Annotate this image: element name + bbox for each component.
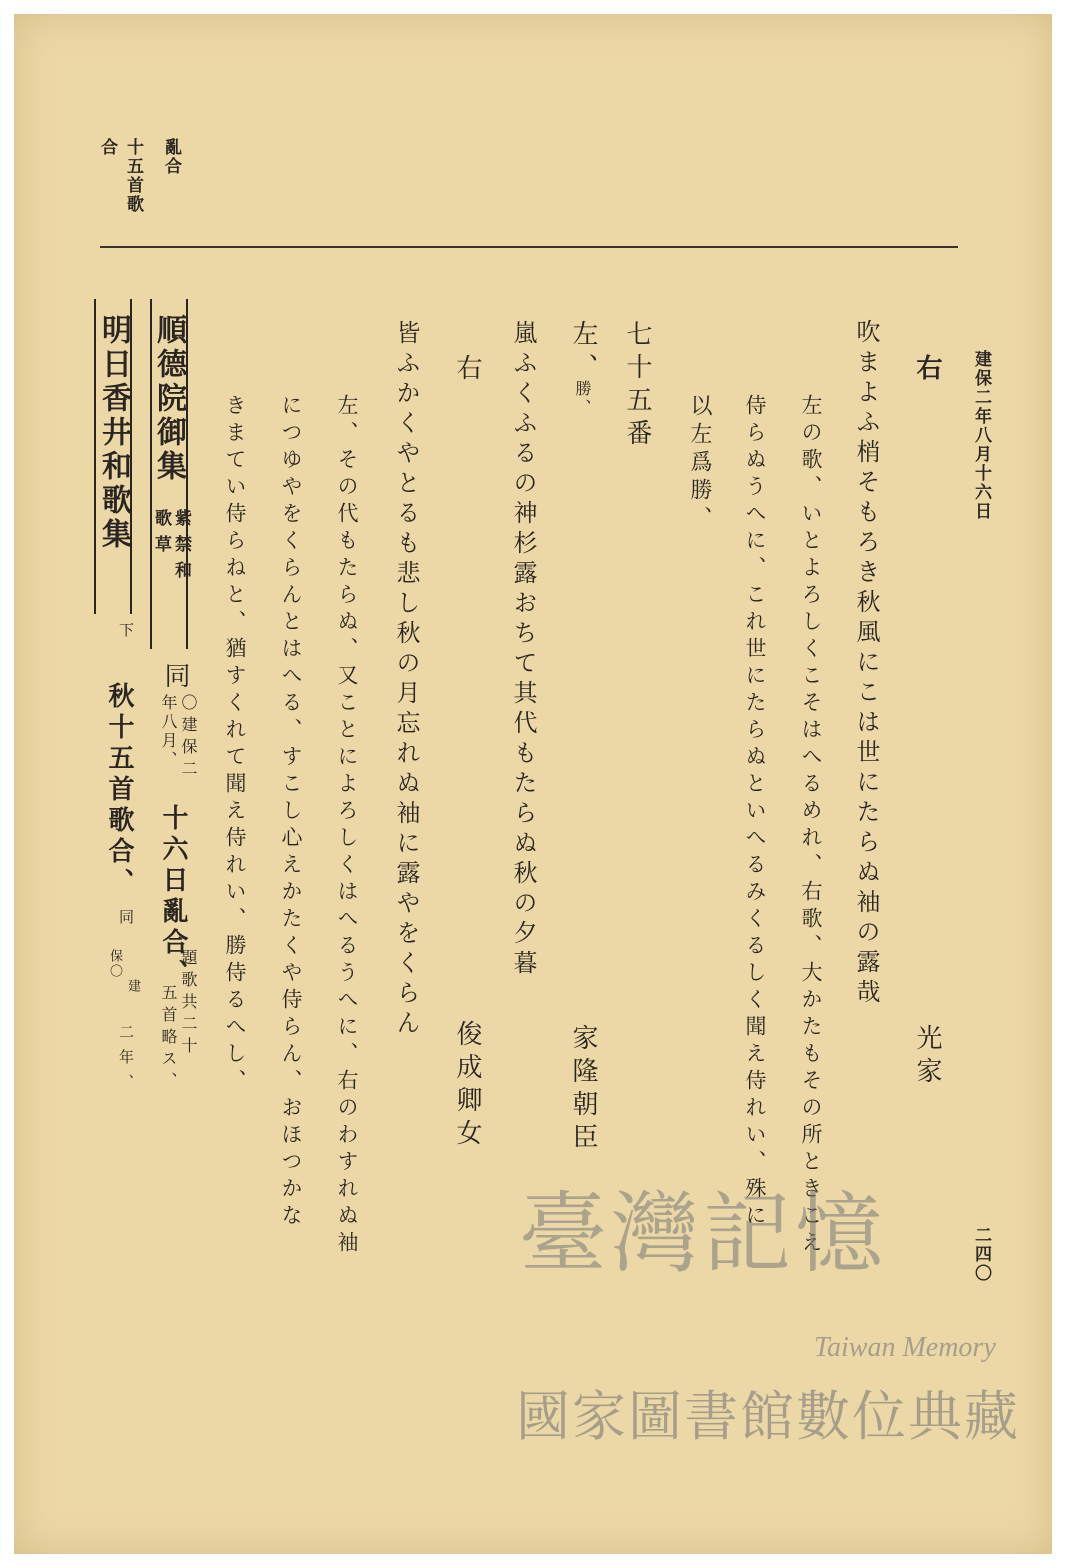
ref1-note-a: 年八月、 <box>159 694 178 770</box>
round-heading: 七十五番 <box>622 320 652 452</box>
poem-line: 皆ふかくやとるも悲し秋の月忘れぬ袖に露やをくらん <box>392 320 420 1040</box>
running-head-c: 合 <box>97 138 117 157</box>
ref2-note-c: 建 <box>125 979 140 994</box>
watermark-chinese: 國家圖書館數位典藏 <box>516 1385 1020 1448</box>
side-label: 右 <box>452 354 482 387</box>
commentary-line: 左の歌、いとよろしくこそはへるめれ、右歌、大かたもその所ときこえ <box>799 394 823 1258</box>
ref1-note-b: 〇建保二 <box>179 694 198 782</box>
ref2-note-b: 同 <box>117 909 135 926</box>
running-head-b: 亂合 <box>161 138 181 176</box>
ref1-note-c: 五首略ス、 <box>159 984 178 1094</box>
watermark-logo: 臺灣記憶 <box>519 1182 888 1285</box>
commentary-line: につゆやをくらんとはへる、すこし心えかたくや侍らん、おほつかな <box>279 394 303 1231</box>
author-name: 光家 <box>912 1024 942 1090</box>
poem-line: 吹まよふ梢そもろき秋風にこは世にたらぬ袖の露哉 <box>852 319 880 1009</box>
ref2-note-d: 二年、 <box>117 1024 135 1099</box>
side-label: 左、 <box>568 320 598 386</box>
page-scan <box>14 14 1052 1554</box>
ref1-sub-a: 紫禁和 <box>171 509 191 587</box>
commentary-line: 左、その代もたらぬ、又ことによろしくはへるうへに、右のわすれぬ袖 <box>335 394 359 1258</box>
ref1-sub-b: 歌草 <box>151 509 171 561</box>
date-heading: 建保二年八月十六日 <box>971 350 991 521</box>
ref1-tail2: 十六日亂合、 <box>158 804 188 990</box>
win-mark: 勝、 <box>573 380 592 418</box>
ref2-title: 明日香井和歌集 <box>96 314 131 552</box>
watermark-english: Taiwan Memory <box>814 1332 996 1363</box>
commentary-line: 以左爲勝、 <box>687 394 712 534</box>
ref2-tail: 秋十五首歌合、 <box>104 682 134 899</box>
ref1-note-d: 題歌共二十 <box>179 949 198 1059</box>
ref1-title: 順德院御集 <box>151 314 186 484</box>
header-rule <box>100 246 958 248</box>
author-name: 俊成卿女 <box>452 1020 482 1152</box>
ref1-tail: 同 <box>160 662 190 695</box>
running-head-a: 十五首歌 <box>123 138 143 214</box>
page-number: 二四〇 <box>971 1226 991 1283</box>
ref2-sub: 下 <box>117 622 135 639</box>
author-name: 家隆朝臣 <box>568 1024 598 1156</box>
text-column: 右 <box>912 354 942 387</box>
commentary-line: 侍らぬうへに、これ世にたらぬといへるみくるしく聞え侍れい、殊に <box>743 394 767 1231</box>
poem-line: 嵐ふくふるの神杉露おちて其代もたらぬ秋の夕暮 <box>509 320 537 980</box>
ref2-note-a: 保〇 <box>107 949 122 979</box>
commentary-line: きまてい侍らねと、猶すくれて聞え侍れい、勝侍るへし、 <box>223 394 247 1096</box>
